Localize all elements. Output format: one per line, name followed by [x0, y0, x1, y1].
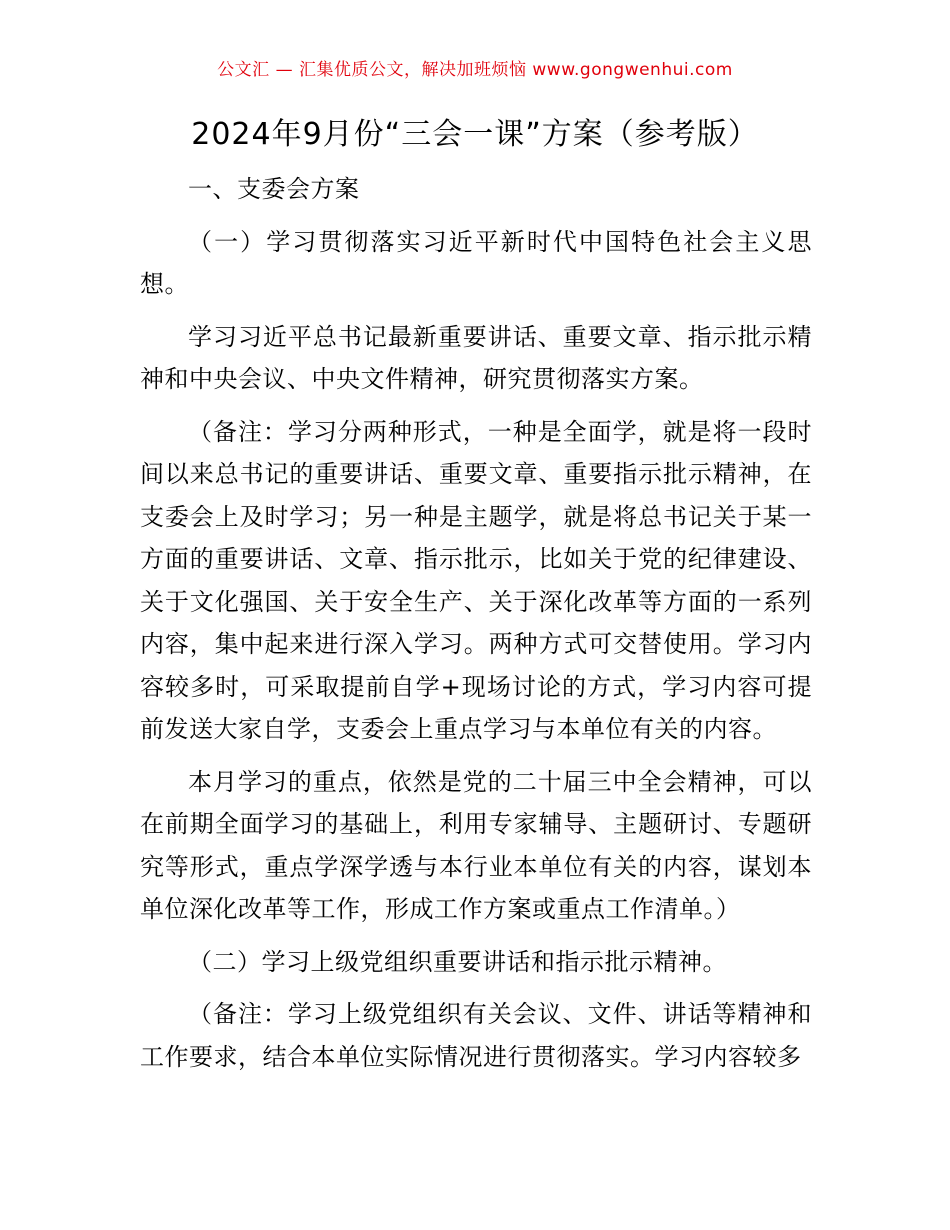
paragraph: 本月学习的重点，依然是党的二十届三中全会精神，可以在前期全面学习的基础上，利用专家辅导、主题研讨、专题研究等形式，重点学深学透与本行业本单位有关的内容，谋划本单位深化改革等工作，形成工作方案或重点工作清单。） [140, 767, 812, 923]
document-title: 2024年9月份“三会一课”方案（参考版） [191, 117, 759, 152]
paragraph: （二）学习上级党组织重要讲话和指示批示精神。 [188, 947, 727, 976]
paragraph: （备注：学习上级党组织有关会议、文件、讲话等精神和工作要求，结合本单位实际情况进行贯彻落实。学习内容较多 [140, 1000, 812, 1071]
document-body [140, 168, 812, 1088]
section-heading: 一、支委会方案 [188, 175, 360, 203]
paragraph: （备注：学习分两种形式，一种是全面学，就是将一段时间以来总书记的重要讲话、重要文章、重要指示批示精神，在支委会上及时学习；另一种是主题学，就是将总书记关于某一方面的重要讲话、文章、指示批示，比如关于党的纪律建设、关于文化强国、关于安全生产、关于深化改革等方面的一系列内容，集中起来进行深入学习。两种方式可交替使用。学习内容较多时，可采取提前自学+现场讨论的方式，学习内容可提前发送大家自学，支委会上重点学习与本单位有关的内容。 [140, 417, 812, 743]
paragraph: 学习习近平总书记最新重要讲话、重要文章、指示批示精神和中央会议、中央文件精神，研究贯彻落实方案。 [140, 322, 812, 393]
site-banner: 公文汇 — 汇集优质公文，解决加班烦恼 www.gongwenhui.com [217, 60, 733, 80]
paragraph: （一）学习贯彻落实习近平新时代中国特色社会主义思想。 [140, 227, 812, 298]
